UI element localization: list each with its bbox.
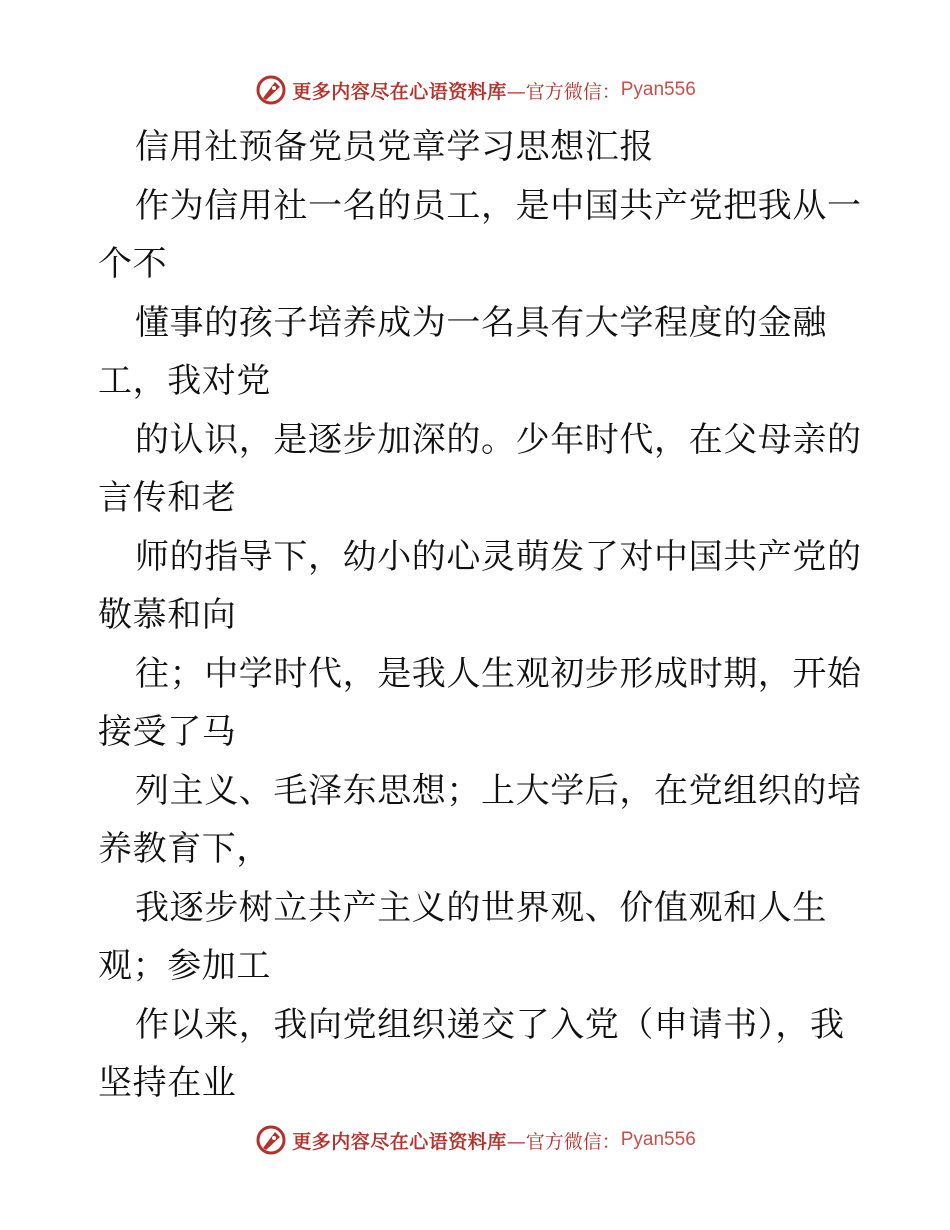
paragraph-line: 养教育下， [98,829,271,869]
document-title: 信用社预备党员党章学习思想汇报 [135,127,654,167]
paragraph-line: 观；参加工 [98,946,271,986]
paragraph-line: 往；中学时代，是我人生观初步形成时期，开始 [135,653,862,694]
header-watermark-banner [0,70,950,110]
footer-watermark-banner [0,1120,950,1160]
paragraph-line: 工，我对党 [98,361,271,401]
document-body [98,118,862,1113]
banner-suffix-text: —官方微信： [506,80,621,103]
paragraph-line: 作为信用社一名的员工，是中国共产党把我从一 [135,185,862,226]
banner-wechat-handle: Pyan556 [620,79,696,100]
paragraph-line: 师的指导下，幼小的心灵萌发了对中国共产党的 [135,536,862,577]
paragraph-line: 列主义、毛泽东思想；上大学后，在党组织的培 [135,770,862,811]
banner-suffix-text: —官方微信： [506,1130,621,1153]
pen-nib-logo-icon [254,73,288,107]
paragraph-line: 的认识，是逐步加深的。少年时代，在父母亲的 [135,419,862,460]
paragraph-line: 敬慕和向 [98,595,237,635]
banner-wechat-handle: Pyan556 [620,1129,696,1150]
banner-brand-text: 更多内容尽在心语资料库 [292,1130,507,1153]
banner-brand-text: 更多内容尽在心语资料库 [292,80,507,103]
paragraph-line: 接受了马 [98,712,237,752]
pen-nib-logo-icon [254,1123,288,1157]
paragraph-line: 言传和老 [98,478,237,518]
paragraph-line: 我逐步树立共产主义的世界观、价值观和人生 [135,887,827,928]
paragraph-line: 个不 [98,244,168,284]
paragraph-line: 懂事的孩子培养成为一名具有大学程度的金融 [135,302,827,343]
paragraph-line: 坚持在业 [98,1063,237,1103]
paragraph-line: 作以来，我向党组织递交了入党（申请书），我 [135,1004,845,1045]
